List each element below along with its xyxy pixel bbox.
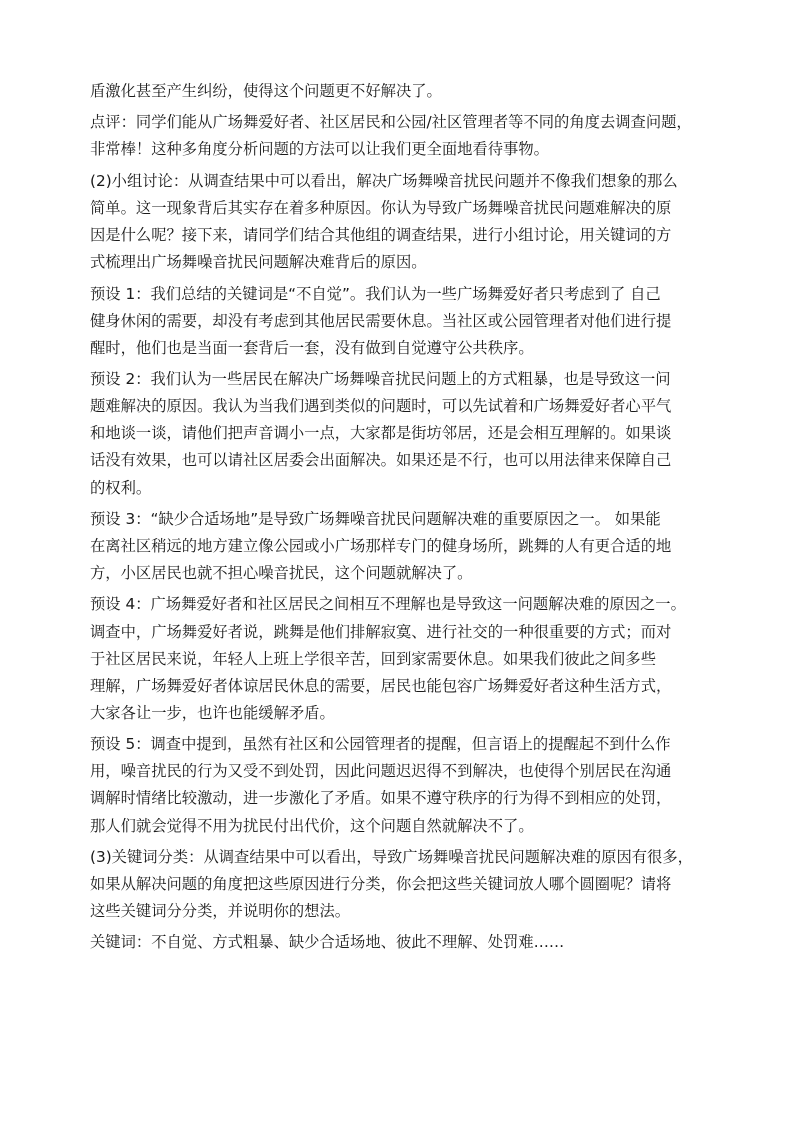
paragraph-preset-3: 预设 3：“缺少合适场地”是导致广场舞噪音扰民问题解决难的重要原因之一。 如果能 在离社区稍远的地方建立像公园或小广场那样专门的健身场所，跳舞的人有更合适的地 方，小区居民也就不担心噪音扰民，这个问题就解决了。 [90,509,672,583]
paragraph-group-discussion: (2)小组讨论：从调查结果中可以看出，解决广场舞噪音扰民问题并不像我们想象的那么 简单。这一现象背后其实存在着多种原因。你认为导致广场舞噪音扰民问题难解决的原 因是什么呢？接下来，请同学们结合其他组的调查结果，进行小组讨论，用关键词的方 式梳理出广场舞噪音扰民问题解决难背后的原因。 [90,171,678,272]
paragraph-keywords: 关键词：不自觉、方式粗暴、缺少合适场地、彼此不理解、处罚难…… [90,933,565,952]
paragraph-preset-4: 预设 4：广场舞爱好者和社区居民之间相互不理解也是导致这一问题解决难的原因之一。 调查中，广场舞爱好者说，跳舞是他们排解寂寞、进行社交的一种很重要的方式；而对 于社区居民来说，年轻人上班上学很辛苦，回到家需要休息。如果我们彼此之间多些 理解，广场舞爱好者体谅居民休息的需要，居民也能包容广场舞爱好者这种生活方式， 大家各让一步，也许也能缓解矛盾。 [90,595,686,722]
paragraph-preset-1: 预设 1：我们总结的关键词是“不自觉”。我们认为一些广场舞爱好者只考虑到了 自己 健身休闲的需要，却没有考虑到其他居民需要休息。当社区或公园管理者对他们进行提 醒时，他们也是当面一套背后一套，没有做到自觉遵守公共秩序。 [90,284,672,357]
paragraph-comment: 点评：同学们能从广场舞爱好者、社区居民和公园/社区管理者等不同的角度去调查问题， 非常棒！这种多角度分析问题的方法可以让我们更全面地看待事物。 [90,113,692,159]
paragraph-continuation: 盾激化甚至产生纠纷，使得这个问题更不好解决了。 [90,82,442,100]
paragraph-keyword-classification: (3)关键词分类：从调查结果中可以看出，导致广场舞噪音扰民问题解决难的原因有很多， 如果从解决问题的角度把这些原因进行分类，你会把这些关键词放人哪个圆圈呢？请将 这些关键词分分类，并说明你的想法。 [90,847,693,921]
paragraph-preset-5: 预设 5：调查中提到，虽然有社区和公园管理者的提醒，但言语上的提醒起不到什么作 用，噪音扰民的行为又受不到处罚，因此问题迟迟得不到解决，也使得个别居民在沟通 调解时情绪比较激动，进一步激化了矛盾。如果不遵守秩序的行为得不到相应的处罚， 那人们就会觉得不用为扰民付出代价，这个问题自然就解决不了。 [90,735,672,835]
paragraph-preset-2: 预设 2：我们认为一些居民在解决广场舞噪音扰民问题上的方式粗暴，也是导致这一问 题难解决的原因。我认为当我们遇到类似的问题时，可以先试着和广场舞爱好者心平气 和地谈一谈，请他们把声音调小一点，大家都是街坊邻居，还是会相互理解的。如果谈 话没有效果，也可以请社区居委会出面解决。如果还是不行，也可以用法律来保障自己 的权利。 [90,370,672,497]
document-body [90,78,706,961]
